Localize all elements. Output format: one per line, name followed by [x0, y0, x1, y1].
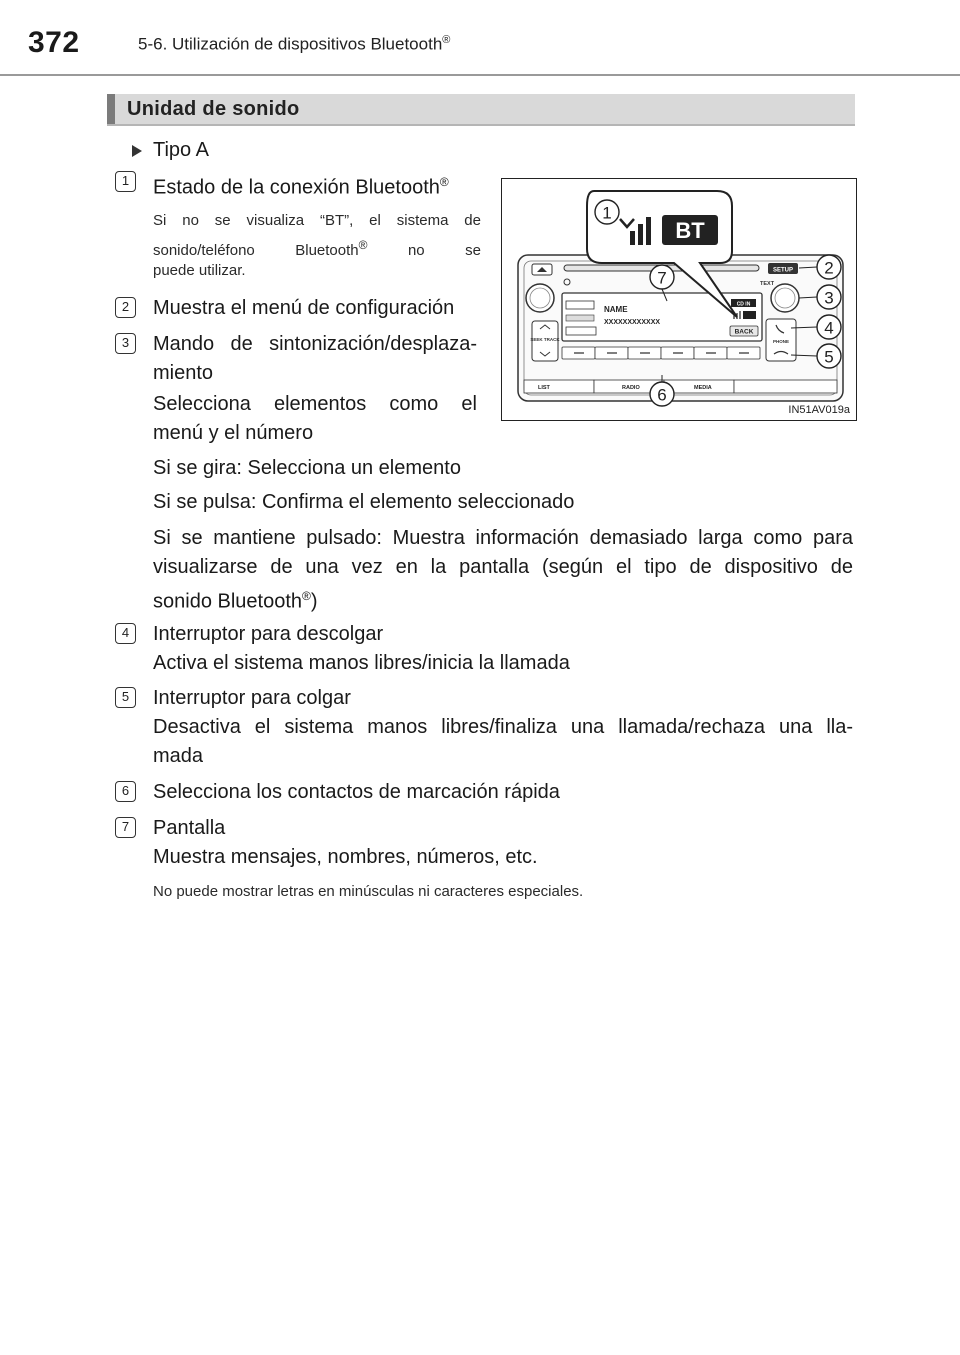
item-number-badge: 6: [115, 781, 136, 802]
item-3-line-1: Mando de sintonización/desplaza-: [153, 333, 477, 355]
item-number-badge: 3: [115, 333, 136, 354]
item-7-note: No puede mostrar letras en minúsculas ni caracteres especiales.: [153, 883, 584, 900]
preset-buttons: [562, 347, 760, 359]
callout-7: [650, 265, 674, 289]
svg-text:1: 1: [602, 203, 612, 223]
subsection-label: Tipo A: [153, 139, 209, 161]
item-3-line-9: sonido Bluetooth®): [153, 589, 318, 613]
callout-1: [595, 200, 619, 224]
svg-text:MEDIA: MEDIA: [694, 385, 712, 391]
svg-text:RADIO: RADIO: [622, 385, 640, 391]
item-5-desc-line-2: mada: [153, 745, 204, 767]
item-2-title: Muestra el menú de configuración: [153, 297, 455, 319]
text-label: TEXT: [760, 281, 775, 287]
section-title: Unidad de sonido: [127, 98, 300, 120]
svg-text:2: 2: [824, 258, 834, 278]
section-heading: [107, 94, 855, 126]
item-6-title: Selecciona los contactos de marcación rápida: [153, 781, 560, 803]
item-1-note-line-1: Si no se visualiza “BT”, el sistema de: [153, 212, 481, 229]
svg-text:5: 5: [824, 347, 834, 367]
callout-3: [817, 285, 841, 309]
page-number: 372: [28, 26, 80, 59]
item-3-line-4: menú y el número: [153, 422, 314, 444]
display-placeholder: XXXXXXXXXXXX: [604, 319, 661, 326]
item-3-line-2: miento: [153, 362, 214, 384]
figure-code: IN51AV019a: [788, 404, 850, 416]
setup-label: SETUP: [772, 267, 794, 274]
item-7-title: Pantalla: [153, 817, 226, 839]
item-number-badge: 5: [115, 687, 136, 708]
item-3-line-6: Si se pulsa: Confirma el elemento seleccionado: [153, 491, 575, 513]
svg-text:7: 7: [657, 268, 667, 288]
svg-text:4: 4: [824, 318, 834, 338]
item-4-title: Interruptor para descolgar: [153, 623, 384, 645]
audio-unit-figure: [501, 178, 857, 421]
svg-text:3: 3: [824, 288, 834, 308]
seek-track-label: SEEK TRACK: [530, 337, 560, 342]
bt-zoom-label: BT: [675, 218, 705, 243]
bt-indicator: [743, 311, 756, 319]
item-number-badge: 7: [115, 817, 136, 838]
item-3-line-3: Selecciona elementos como el: [153, 393, 477, 415]
callout-6: [650, 382, 674, 406]
display-name: NAME: [604, 305, 628, 314]
running-header: 5-6. Utilización de dispositivos Bluetooth®: [138, 34, 451, 54]
item-3-line-7: Si se mantiene pulsado: Muestra información demasiado larga como para: [153, 527, 853, 549]
svg-text:CD IN: CD IN: [736, 301, 751, 308]
section-heading-accent: [107, 94, 115, 124]
item-4-desc: Activa el sistema manos libres/inicia la llamada: [153, 652, 570, 674]
phone-bottom-button: [734, 380, 837, 393]
item-number-badge: 2: [115, 297, 136, 318]
item-3-line-5: Si se gira: Selecciona un elemento: [153, 457, 461, 479]
item-number-badge: 4: [115, 623, 136, 644]
triangle-bullet-icon: [132, 145, 142, 157]
callout-5: [817, 344, 841, 368]
item-3-line-8: visualizarse de una vez en la pantalla (según el tipo de dispositivo de: [153, 556, 853, 578]
list-button: [524, 380, 594, 393]
svg-text:BACK: BACK: [734, 328, 754, 336]
svg-text:6: 6: [657, 385, 667, 405]
item-1-note-line-2: sonido/teléfono Bluetooth® no se: [153, 238, 481, 259]
item-number-badge: 1: [115, 171, 136, 192]
item-1-note-line-3: puede utilizar.: [153, 262, 246, 279]
callout-4: [817, 315, 841, 339]
bottom-button-bar: [524, 380, 837, 393]
svg-text:LIST: LIST: [538, 385, 550, 391]
item-1-title: Estado de la conexión Bluetooth®: [153, 175, 449, 199]
callout-2: [817, 255, 841, 279]
item-7-desc: Muestra mensajes, nombres, números, etc.: [153, 846, 538, 868]
header-divider: [0, 74, 960, 76]
item-5-desc-line-1: Desactiva el sistema manos libres/finaliza una llamada/rechaza una lla-: [153, 716, 853, 738]
item-5-title: Interruptor para colgar: [153, 687, 351, 709]
phone-label: PHONE: [772, 339, 790, 344]
audio-unit-illustration: [502, 179, 855, 419]
